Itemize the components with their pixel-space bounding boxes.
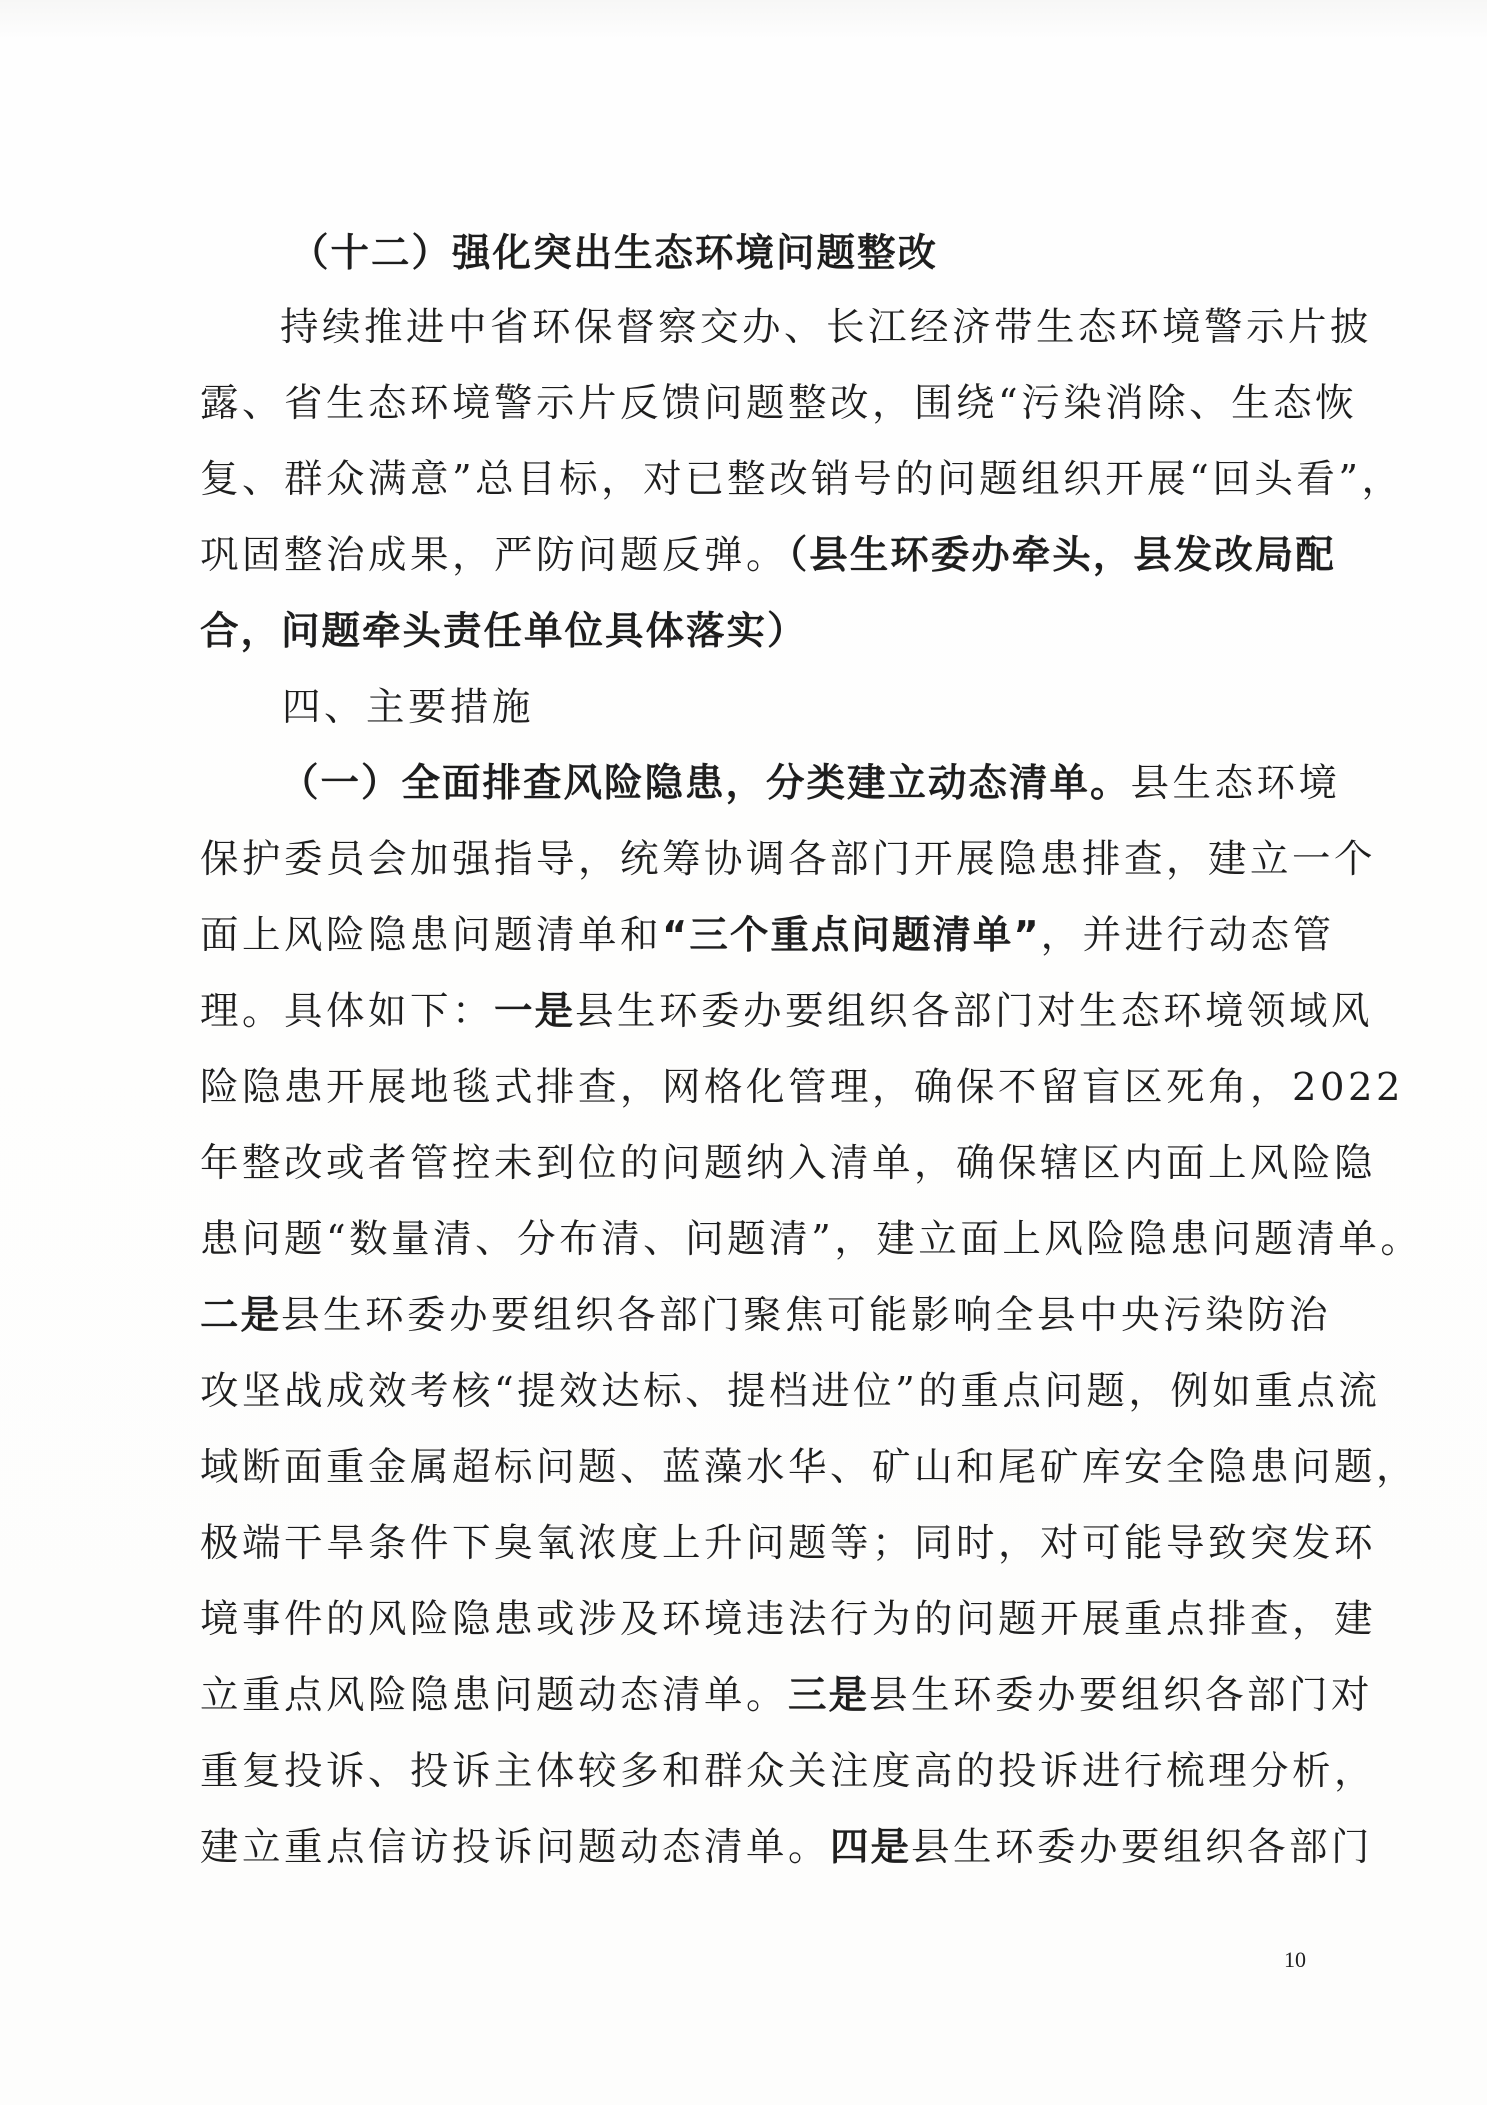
responsible-units: 合，问题牵头责任单位具体落实） <box>200 609 808 654</box>
paragraph-line: 攻坚战成效考核“提效达标、提档进位”的重点问题，例如重点流 <box>200 1369 1381 1414</box>
paragraph-text: 县生环委办要组织各部门聚焦可能影响全县中央污染防治 <box>281 1293 1332 1338</box>
paragraph-text: 面上风险隐患问题清单和 <box>200 913 663 958</box>
heading-twelve: （十二）强化突出生态环境问题整改 <box>290 231 939 276</box>
paragraph-text: 巩固整治成果，严防问题反弹。 <box>200 533 789 578</box>
paragraph-line: 境事件的风险隐患或涉及环境违法行为的问题开展重点排查，建 <box>200 1597 1377 1642</box>
paragraph-text: 立重点风险隐患问题动态清单。 <box>200 1673 789 1718</box>
paragraph-line: 保护委员会加强指导，统筹协调各部门开展隐患排查，建立一个 <box>200 837 1377 882</box>
paragraph-line <box>200 1810 1374 1886</box>
paragraph-line: 露、省生态环境警示片反馈问题整改，围绕“污染消除、生态恢 <box>200 381 1358 426</box>
paragraph-line: 患问题“数量清、分布清、问题清”，建立面上风险隐患问题清单。 <box>200 1217 1423 1262</box>
measure-one-heading: （一）全面排查风险隐患，分类建立动态清单。 <box>280 761 1131 806</box>
paragraph-text: 县生环委办要组织各部门对生态环境领域风 <box>575 989 1374 1034</box>
emphasis-text: “三个重点问题清单” <box>662 913 1041 958</box>
paragraph-text: 理。具体如下： <box>200 989 495 1034</box>
paragraph-line: 域断面重金属超标问题、蓝藻水华、矿山和尾矿库安全隐患问题， <box>200 1445 1419 1490</box>
paragraph-text: 县生环委办要组织各部门 <box>911 1825 1374 1870</box>
paragraph-text: 县生环委办要组织各部门对 <box>869 1673 1374 1718</box>
paragraph-line: 重复投诉、投诉主体较多和群众关注度高的投诉进行梳理分析， <box>200 1749 1377 1794</box>
paragraph-line <box>200 1278 1332 1354</box>
paragraph-line <box>200 974 1374 1050</box>
paragraph-line: 复、群众满意”总目标，对已整改销号的问题组织开展“回头看”， <box>200 457 1404 502</box>
paragraph-line: 极端干旱条件下臭氧浓度上升问题等；同时，对可能导致突发环 <box>200 1521 1377 1566</box>
section-four-title: 四、主要措施 <box>282 685 535 730</box>
emphasis-text: 四是 <box>830 1825 912 1870</box>
paragraph-line <box>200 518 1336 594</box>
paragraph-text: 县生态环境 <box>1130 761 1341 806</box>
paragraph-line: 险隐患开展地毯式排查，网格化管理，确保不留盲区死角，2022 <box>200 1065 1404 1110</box>
paragraph-line <box>200 898 1335 974</box>
emphasis-text: 一是 <box>494 989 576 1034</box>
page-number: 10 <box>1284 1947 1306 1972</box>
paragraph-line <box>280 746 1341 822</box>
paragraph-line: 年整改或者管控未到位的问题纳入清单，确保辖区内面上风险隐 <box>200 1141 1377 1186</box>
paragraph-line <box>200 1658 1374 1734</box>
emphasis-text: 三是 <box>788 1673 870 1718</box>
paragraph-text: ，并进行动态管 <box>1040 913 1335 958</box>
paragraph-line: 持续推进中省环保督察交办、长江经济带生态环境警示片披 <box>280 305 1373 350</box>
emphasis-text: 二是 <box>200 1293 282 1338</box>
paragraph-text: 建立重点信访投诉问题动态清单。 <box>200 1825 831 1870</box>
responsible-units: （县生环委办牵头，县发改局配 <box>788 533 1336 578</box>
